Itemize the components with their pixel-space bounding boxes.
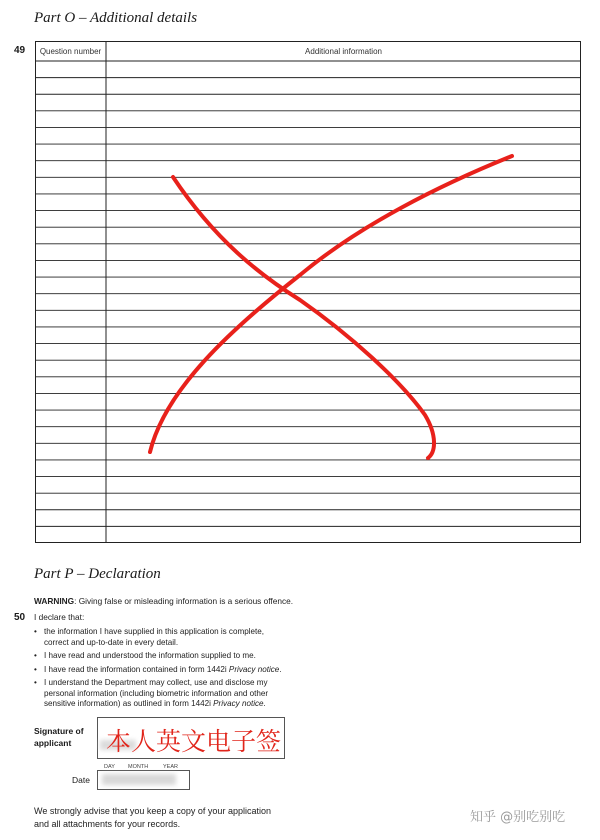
declaration-bullets — [34, 627, 304, 713]
records-advice — [34, 805, 294, 831]
bullet-3-tail: . — [279, 664, 282, 674]
warning-text — [34, 596, 293, 607]
table-border — [36, 42, 581, 543]
bullet-1-line-1: • the information I have supplied in this application is complete, — [44, 627, 265, 636]
question-number-50: 50 — [14, 612, 26, 623]
bullet-2-line-1: • I have read and understood the information supplied to me. — [44, 651, 256, 660]
bullet-4-line-3: sensitive information) as outlined in form 1442i — [44, 699, 214, 708]
signature-label-line-2: applicant — [34, 738, 72, 748]
question-number-49: 49 — [14, 45, 26, 56]
bullet-3-privacy-notice: Privacy notice — [228, 664, 280, 674]
blurred-date — [102, 774, 176, 785]
signature-label — [34, 725, 94, 749]
date-year-caption: YEAR — [163, 764, 178, 770]
declaration-bullet-4 — [34, 678, 304, 710]
declaration-intro: I declare that: — [34, 612, 85, 622]
column-header-additional-information: Additional information — [305, 47, 382, 56]
date-label: Date — [72, 775, 90, 785]
bullet-4-tail: . — [263, 699, 266, 708]
date-field[interactable] — [97, 770, 190, 790]
additional-details-table — [35, 41, 581, 543]
signature-annotation: 本人英文电子签 — [106, 727, 282, 756]
bullet-3-line-1: I have read the information contained in form 1442i — [44, 664, 229, 674]
table-header — [35, 41, 581, 61]
column-header-question-number: Question number — [39, 47, 102, 56]
warning-label: WARNING — [34, 596, 75, 606]
bullet-4-privacy-notice: Privacy notice — [213, 699, 264, 708]
bullet-1-line-2: correct and up-to-date in every detail. — [44, 637, 179, 647]
declaration-bullet-3 — [34, 665, 304, 676]
bullet-4-line-1: • I understand the Department may collect, use and disclose my — [44, 678, 268, 687]
table-grid — [35, 41, 581, 543]
warning-message: : Giving false or misleading information is a serious offence. — [74, 596, 294, 606]
declaration-bullet-2 — [34, 651, 304, 662]
part-p-title: Part P – Declaration — [34, 566, 161, 582]
bullet-4-line-2: personal information (including biometric information and other — [44, 688, 269, 698]
part-o-title: Part O – Additional details — [34, 10, 198, 26]
date-day-caption: DAY — [104, 764, 115, 770]
advice-line-2: and all attachments for your records. — [34, 819, 181, 829]
date-month-caption: MONTH — [128, 764, 149, 770]
declaration-bullet-1 — [34, 627, 304, 648]
signature-label-line-1: Signature of — [34, 726, 84, 736]
signature-field[interactable] — [97, 717, 285, 759]
zhihu-watermark: 知乎 @别吃别吃 — [470, 810, 566, 825]
advice-line-1: We strongly advise that you keep a copy of your application — [34, 806, 271, 816]
